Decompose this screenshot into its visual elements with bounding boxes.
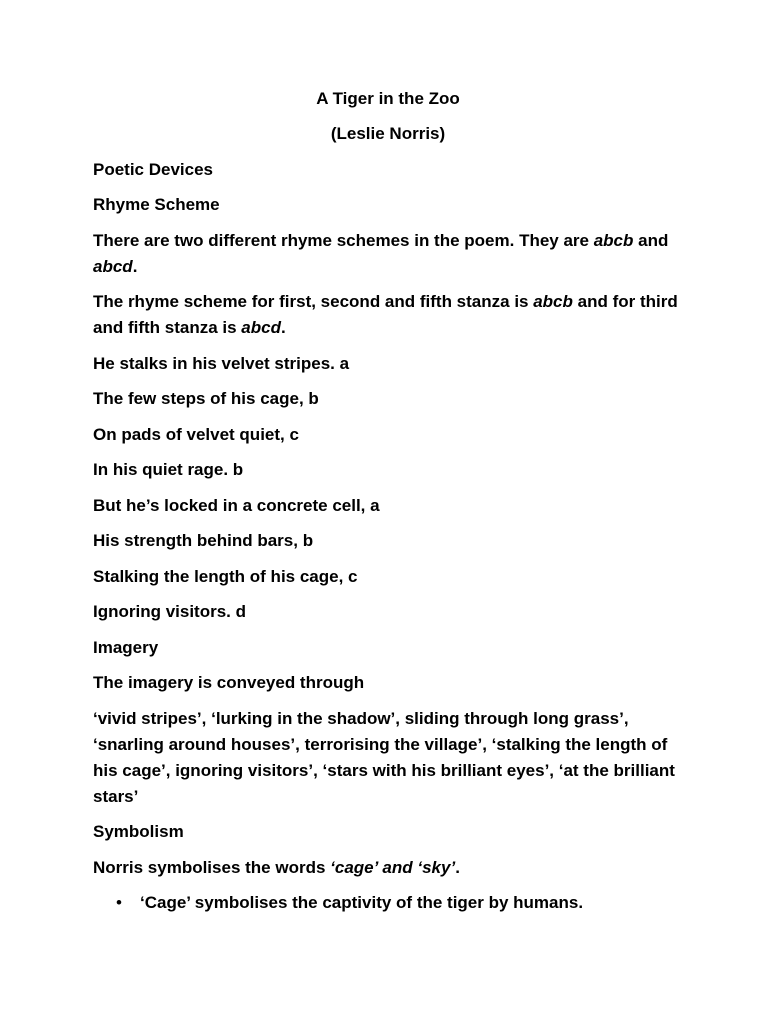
verse-line: His strength behind bars, b bbox=[93, 531, 314, 550]
section-heading-imagery: Imagery bbox=[93, 637, 159, 657]
text-run: . bbox=[455, 857, 460, 877]
document-author: (Leslie Norris) bbox=[330, 124, 446, 143]
section-heading-symbolism: Symbolism bbox=[93, 822, 184, 841]
verse-line: On pads of velvet quiet, c bbox=[93, 424, 299, 444]
text-run: . bbox=[132, 256, 138, 276]
text-run: There are two different rhyme schemes in the poem. They are bbox=[93, 230, 594, 250]
rhyme-paragraph-1 bbox=[93, 228, 683, 280]
text-run: and for third and fifth stanza is bbox=[93, 292, 678, 337]
verse-line: Stalking the length of his cage, c bbox=[93, 566, 358, 586]
italic-run: abcd bbox=[93, 256, 133, 276]
document-body bbox=[93, 86, 683, 916]
verse-line: But he’s locked in a concrete cell, a bbox=[93, 495, 380, 515]
verse-line: Ignoring visitors. d bbox=[93, 602, 247, 621]
symbolism-paragraph bbox=[93, 855, 683, 881]
document-title: A Tiger in the Zoo bbox=[316, 89, 460, 108]
bullet-list bbox=[93, 890, 683, 916]
italic-run: abcb bbox=[593, 230, 634, 250]
text-run: and bbox=[633, 230, 669, 250]
text-run: The rhyme scheme for first, second and fifth stanza is bbox=[93, 292, 534, 311]
verse-line: In his quiet rage. b bbox=[93, 460, 244, 479]
bullet-icon: • bbox=[116, 893, 122, 912]
section-heading-rhyme-scheme: Rhyme Scheme bbox=[93, 195, 220, 214]
verse-line: The few steps of his cage, b bbox=[93, 389, 319, 408]
bullet-text: ‘Cage’ symbolises the captivity of the tiger by humans. bbox=[140, 893, 584, 912]
italic-run: abcd bbox=[241, 318, 281, 337]
italic-run: ‘cage’ and ‘sky’ bbox=[330, 857, 456, 877]
bullet-item bbox=[93, 890, 683, 916]
imagery-intro: The imagery is conveyed through bbox=[93, 673, 365, 692]
text-run: . bbox=[280, 318, 286, 337]
verse-line: He stalks in his velvet stripes. a bbox=[93, 353, 350, 373]
section-heading-poetic-devices: Poetic Devices bbox=[93, 159, 214, 179]
italic-run: abcb bbox=[533, 292, 573, 311]
text-run: Norris symbolises the words bbox=[93, 857, 331, 877]
rhyme-paragraph-2 bbox=[93, 289, 683, 341]
imagery-examples: ‘vivid stripes’, ‘lurking in the shadow’, sliding through long grass’, ‘snarling around houses’, terrorising the village’, ‘stalking the length of his cage’, ignoring visitors’, ‘stars with his brilliant eyes’, ‘at the brilliant stars’ bbox=[93, 708, 675, 806]
